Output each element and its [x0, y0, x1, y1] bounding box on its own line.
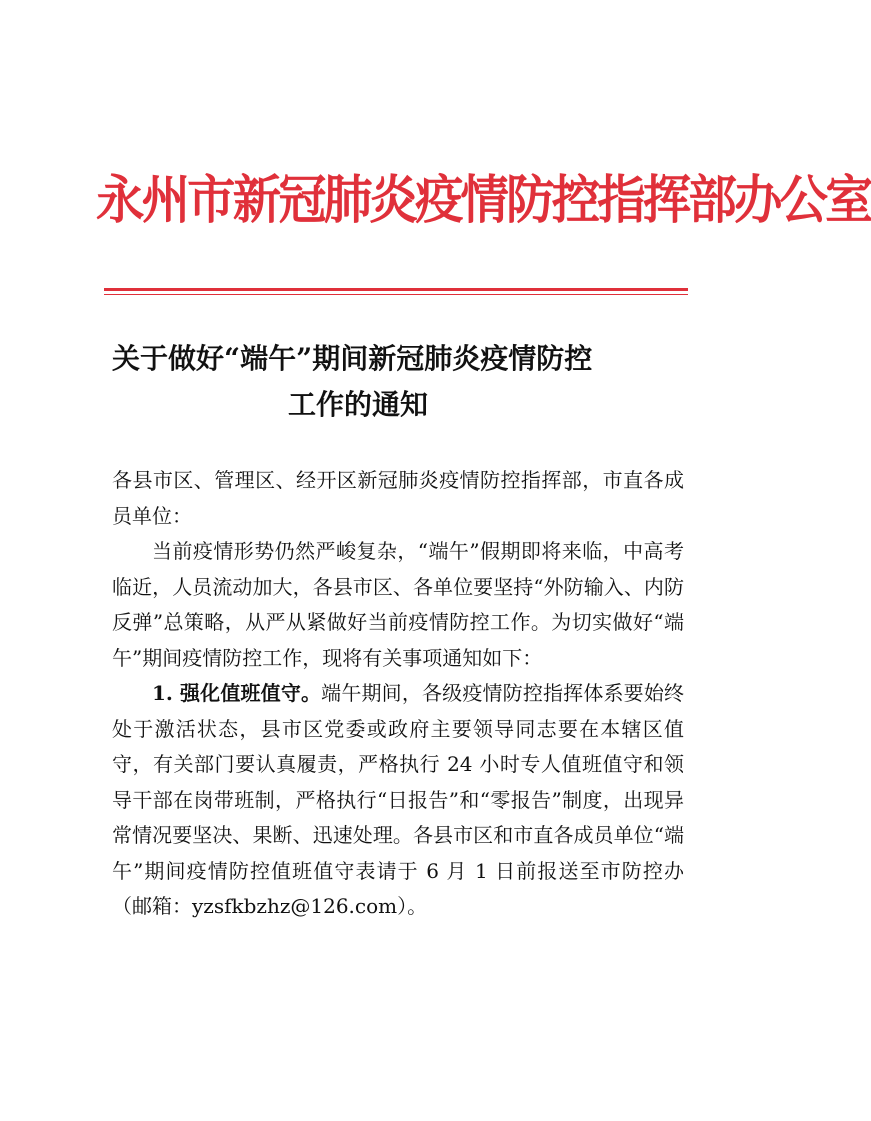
document-title-line2: 工作的通知	[288, 388, 429, 421]
masthead-red-rule	[104, 288, 688, 291]
masthead-title: 永州市新冠肺炎疫情防控指挥部办公室	[96, 170, 871, 231]
recipients-paragraph: 各县市区、管理区、经开区新冠肺炎疫情防控指挥部，市直各成员单位：	[112, 468, 684, 528]
masthead-red-rule-thin	[104, 294, 688, 295]
document-title	[112, 336, 692, 428]
intro-paragraph: 当前疫情形势仍然严峻复杂，“端午”假期即将来临，中高考临近，人员流动加大，各县市区、各单位要坚持“外防输入、内防反弹”总策略，从严从紧做好当前疫情防控工作。为切实做好“端午”期间疫情防控工作，现将有关事项通知如下：	[112, 539, 684, 670]
document-body	[112, 463, 684, 925]
item-1-heading: 1. 强化值班值守。	[152, 681, 322, 705]
document-title-line1: 关于做好“端午”期间新冠肺炎疫情防控	[112, 342, 593, 375]
item-1-text: 端午期间，各级疫情防控指挥体系要始终处于激活状态，县市区党委或政府主要领导同志要在本辖区值守，有关部门要认真履责，严格执行 24 小时专人值班值守和领导干部在岗带班制，严格执行“日报告”和“零报告”制度，出现异常情况要坚决、果断、迅速处理。各县市区和市直各成员单位“端午”期间疫情防控值班值守表请于 6 月 1 日前报送至市防控办（邮箱：yzsfkbzhz@126.com）。	[112, 681, 684, 918]
item-1-paragraph	[112, 676, 684, 925]
